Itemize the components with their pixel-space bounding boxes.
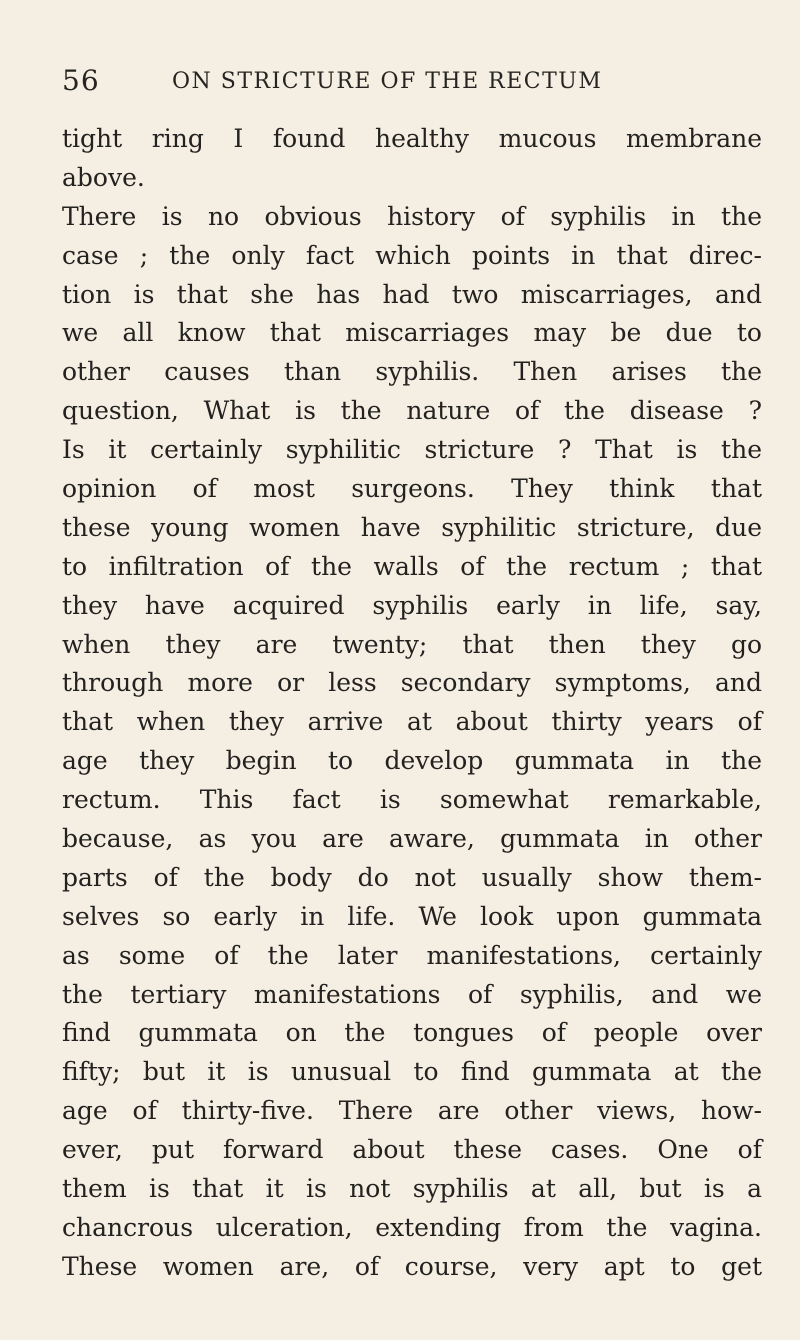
- text-line: age they begin to develop gummata in the: [62, 746, 762, 776]
- text-line: opinion of most surgeons. They think that: [62, 474, 762, 504]
- page-number: 56: [62, 64, 100, 97]
- text-line: These women are, of course, very apt to get: [62, 1251, 762, 1281]
- text-line: age of thirty-five. There are other views, how-: [62, 1096, 762, 1126]
- text-line: rectum. This fact is somewhat remarkable,: [62, 785, 762, 815]
- text-line: find gummata on the tongues of people over: [62, 1018, 762, 1048]
- text-line: tight ring I found healthy mucous membrane: [62, 124, 762, 153]
- text-line: case ; the only fact which points in that direc-: [62, 240, 762, 270]
- text-line: fifty; but it is unusual to find gummata at the: [62, 1057, 762, 1087]
- text-line: them is that it is not syphilis at all, but is a: [62, 1174, 762, 1204]
- text-line: above.: [62, 162, 145, 192]
- text-line: question, What is the nature of the disease ?: [62, 396, 762, 426]
- text-line: selves so early in life. We look upon gummata: [62, 901, 762, 931]
- running-title: ON STRICTURE OF THE RECTUM: [172, 69, 603, 94]
- text-line: when they are twenty; that then they go: [62, 629, 762, 659]
- text-line: they have acquired syphilis early in life, say,: [62, 590, 762, 620]
- text-line: as some of the later manifestations, certainly: [62, 940, 762, 970]
- text-line: that when they arrive at about thirty years of: [62, 707, 762, 737]
- text-line: tion is that she has had two miscarriages, and: [62, 279, 762, 309]
- text-line: ever, put forward about these cases. One of: [62, 1135, 762, 1165]
- text-line: because, as you are aware, gummata in other: [62, 824, 762, 854]
- text-line: the tertiary manifestations of syphilis, and we: [62, 979, 762, 1009]
- body-text: [62, 120, 762, 1287]
- text-line: through more or less secondary symptoms, and: [62, 668, 762, 698]
- text-line: Is it certainly syphilitic stricture ? That is the: [62, 435, 762, 465]
- text-line: to infiltration of the walls of the rectum ; that: [62, 551, 762, 581]
- running-head: [62, 62, 742, 102]
- paragraph-start-line: There is no obvious history of syphilis in the: [62, 201, 762, 231]
- text-line: we all know that miscarriages may be due to: [62, 318, 762, 348]
- text-line: these young women have syphilitic stricture, due: [62, 512, 762, 542]
- text-line: chancrous ulceration, extending from the vagina.: [62, 1212, 762, 1242]
- text-line: parts of the body do not usually show them-: [62, 862, 762, 892]
- text-line: other causes than syphilis. Then arises the: [62, 357, 762, 387]
